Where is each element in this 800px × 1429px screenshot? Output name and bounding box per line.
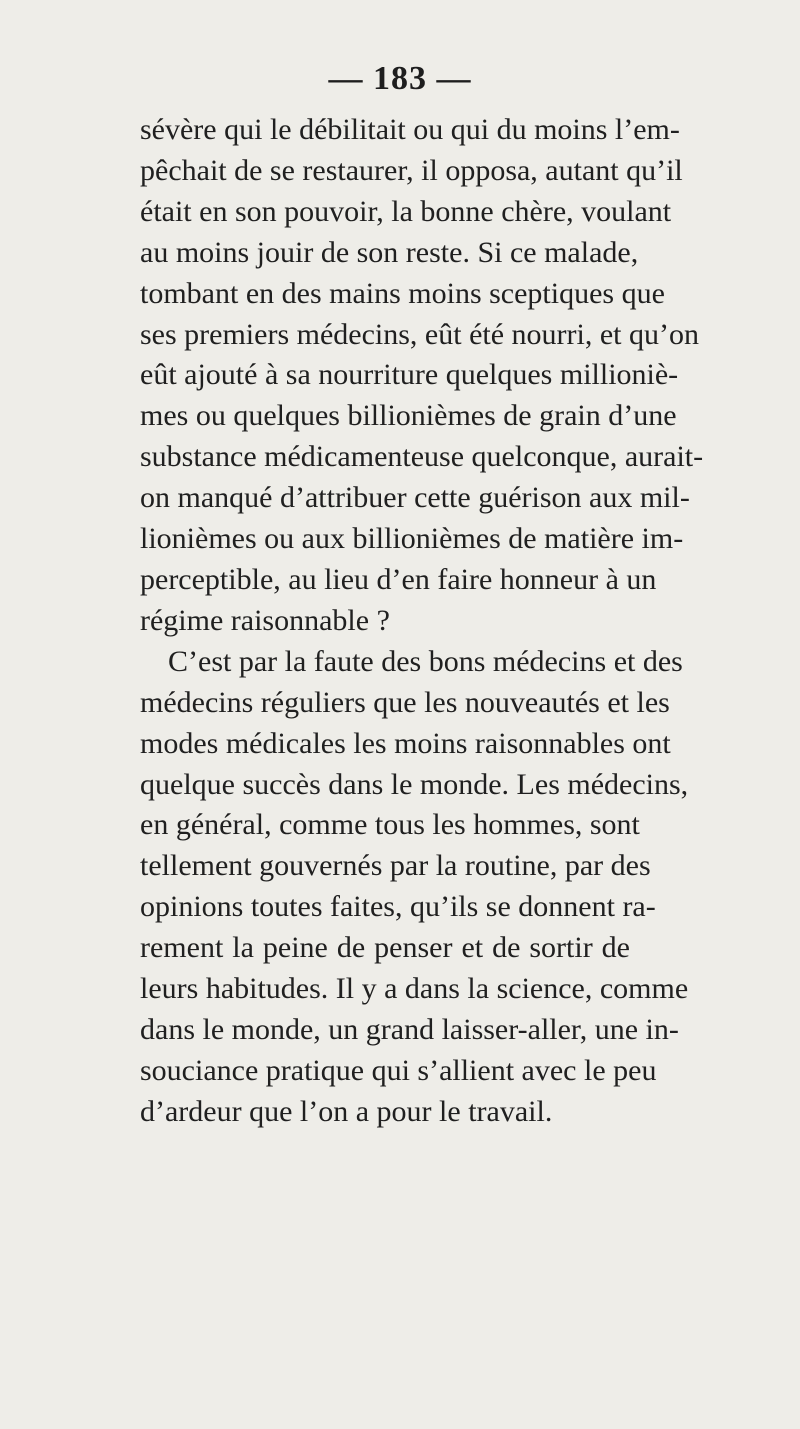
text-line: tellement gouvernés par la routine, par des xyxy=(140,849,651,883)
text-line: substance médicamenteuse quelconque, aurait- xyxy=(140,440,704,474)
paragraph-end-line: régime raisonnable ? xyxy=(140,603,390,637)
text-line: mes ou quelques billionièmes de grain d’une xyxy=(140,399,677,433)
text-line: eût ajouté à sa nourriture quelques millioniè- xyxy=(140,358,679,392)
page-number-header: — 183 — xyxy=(328,60,472,97)
text-line: quelque succès dans le monde. Les médecins, xyxy=(140,767,689,801)
text-line: en général, comme tous les hommes, sont xyxy=(140,808,640,842)
text-line: dans le monde, un grand laisser-aller, une in- xyxy=(140,1012,679,1046)
text-line: on manqué d’attribuer cette guérison aux mil- xyxy=(140,481,690,515)
text-line: leurs habitudes. Il y a dans la science, comme xyxy=(140,972,689,1006)
text-line: tombant en des mains moins sceptiques que xyxy=(140,276,665,310)
text-line: souciance pratique qui s’allient avec le peu xyxy=(140,1053,657,1087)
text-line: ses premiers médecins, eût été nourri, et qu’on xyxy=(140,317,699,351)
text-line: au moins jouir de son reste. Si ce malade, xyxy=(140,235,639,269)
text-line: opinions toutes faites, qu’ils se donnent ra- xyxy=(140,890,656,924)
paragraph-end-line: d’ardeur que l’on a pour le travail. xyxy=(140,1094,553,1128)
body-text xyxy=(140,110,704,1133)
text-line: médecins réguliers que les nouveautés et les xyxy=(140,685,670,719)
text-line: perceptible, au lieu d’en faire honneur à un xyxy=(140,562,657,596)
text-line: lionièmes ou aux billionièmes de matière im- xyxy=(140,522,684,556)
text-line: était en son pouvoir, la bonne chère, voulant xyxy=(140,194,672,228)
text-line: sévère qui le débilitait ou qui du moins l’em- xyxy=(140,113,680,146)
paragraph-start-line: C’est par la faute des bons médecins et des xyxy=(168,644,683,678)
text-line: rement la peine de penser et de sortir de xyxy=(140,931,630,965)
text-line: modes médicales les moins raisonnables ont xyxy=(140,726,671,760)
text-line: pêchait de se restaurer, il opposa, autant qu’il xyxy=(140,153,683,187)
